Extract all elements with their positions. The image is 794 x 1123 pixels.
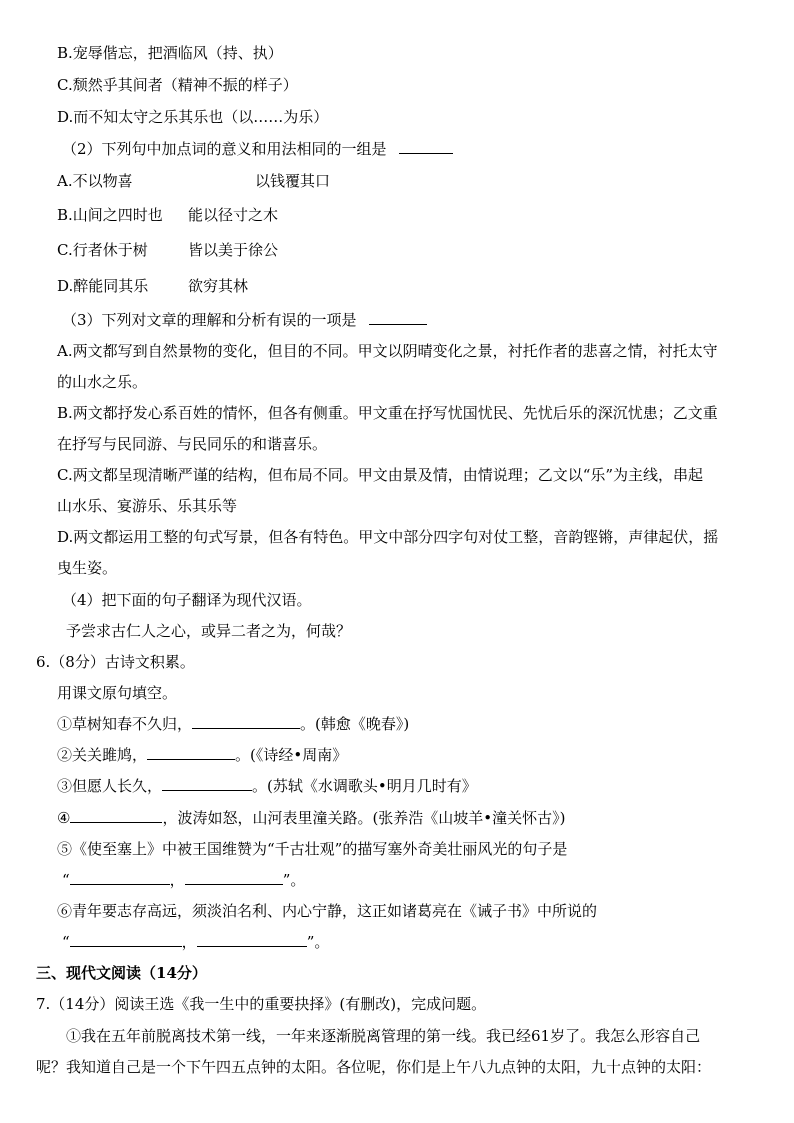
q6-item-6-blank-1[interactable] <box>70 932 182 947</box>
q7-paragraph-line-1: ①我在五年前脱离技术第一线，一年来逐渐脱离管理的第一线。我已经61岁了。我怎么形容自己 <box>66 1027 701 1045</box>
q6-item-6-line2 <box>62 932 329 952</box>
q5-2-option-b-right: 能以径寸之木 <box>188 206 279 224</box>
q5-2-answer-blank[interactable] <box>399 139 453 154</box>
q6-item-3-post: 。(苏轼《水调歌头•明月几时有》 <box>252 777 477 795</box>
q6-item-5-blank-1[interactable] <box>70 870 170 885</box>
q6-item-6-blank-2[interactable] <box>197 932 307 947</box>
q6-item-3 <box>57 776 477 796</box>
q5-3-line: 的山水之乐。 <box>57 373 148 391</box>
q5-4-stem: （4）把下面的句子翻译为现代汉语。 <box>62 591 312 609</box>
section-3-heading: 三、现代文阅读（14分） <box>36 964 207 982</box>
q6-item-6-close: ”。 <box>306 933 330 951</box>
q5-4-sentence: 予尝求古仁人之心，或异二者之为，何哉？ <box>66 622 352 640</box>
q6-title: 6.（8分）古诗文积累。 <box>36 653 195 671</box>
q5-2-option-a-right: 以钱覆其口 <box>255 172 331 190</box>
q5-3-line: C.两文都呈现清晰严谨的结构，但布局不同。甲文由景及情，由情说理；乙文以“乐”为主线，串起 <box>57 466 704 484</box>
q5-2-option-d-left: D.醉能同其乐 <box>57 277 149 295</box>
q5-2-option-b-left: B.山间之四时也 <box>57 206 163 224</box>
q6-item-4-post: ，波涛如怒，山河表里潼关路。(张养浩《山坡羊•潼关怀古》) <box>162 809 566 827</box>
q6-item-1 <box>57 714 409 734</box>
q6-item-5-line1: ⑤《使至塞上》中被王国维赞为“千古壮观”的描写塞外奇美壮丽风光的句子是 <box>57 840 568 858</box>
q6-item-2-pre: ②关关雎鸠， <box>57 746 148 764</box>
q5-option-b: B.宠辱偕忘，把酒临风（持、执） <box>57 44 283 62</box>
q6-item-2 <box>57 745 347 765</box>
q5-2-stem <box>62 139 453 159</box>
q6-item-5-open: “ <box>62 871 70 889</box>
q5-3-line: D.两文都运用工整的句式写景，但各有特色。甲文中部分四字句对仗工整，音韵铿锵，声律起伏，摇 <box>57 528 719 546</box>
q5-3-stem <box>62 310 427 330</box>
q5-option-c: C.颓然乎其间者（精神不振的样子） <box>57 76 298 94</box>
q5-2-option-c-right: 皆以美于徐公 <box>188 241 279 259</box>
q6-item-1-blank[interactable] <box>192 714 300 729</box>
q6-item-5-comma: ， <box>169 871 185 889</box>
q5-2-option-d-right: 欲穷其林 <box>188 277 249 295</box>
q6-intro: 用课文原句填空。 <box>57 684 178 702</box>
q6-item-4-blank[interactable] <box>70 808 162 823</box>
q7-title: 7.（14分）阅读王选《我一生中的重要抉择》(有删改)，完成问题。 <box>36 995 487 1013</box>
q5-2-stem-text: （2）下列句中加点词的意义和用法相同的一组是 <box>62 140 387 158</box>
q5-2-option-c-left: C.行者休于树 <box>57 241 148 259</box>
q5-option-d: D.而不知太守之乐其乐也（以……为乐） <box>57 108 329 126</box>
q6-item-5-line2 <box>62 870 305 890</box>
q6-item-3-pre: ③但愿人长久， <box>57 777 163 795</box>
q7-paragraph-line-2: 呢？我知道自己是一个下午四五点钟的太阳。各位呢，你们是上午八九点钟的太阳，九十点钟的太阳： <box>36 1058 712 1076</box>
q6-item-1-pre: ①草树知春不久归， <box>57 715 193 733</box>
q5-3-answer-blank[interactable] <box>369 310 427 325</box>
q6-item-4 <box>57 808 566 828</box>
q6-item-6-comma: ， <box>181 933 197 951</box>
q6-item-4-pre: ④ <box>57 809 71 827</box>
q5-3-line: 在抒写与民同游、与民同乐的和谐喜乐。 <box>57 435 328 453</box>
q5-3-line: A.两文都写到自然景物的变化，但目的不同。甲文以阴晴变化之景，衬托作者的悲喜之情，衬托太守 <box>57 342 718 360</box>
q5-3-line: B.两文都抒发心系百姓的情怀，但各有侧重。甲文重在抒写忧国忧民、先忧后乐的深沉忧患；乙文重 <box>57 404 718 422</box>
q6-item-2-post: 。(《诗经•周南》 <box>235 746 348 764</box>
q6-item-6-open: “ <box>62 933 70 951</box>
q6-item-2-blank[interactable] <box>147 745 235 760</box>
q6-item-6-line1: ⑥青年要志存高远，须淡泊名利、内心宁静，这正如诸葛亮在《诫子书》中所说的 <box>57 902 598 920</box>
q6-item-5-close: ”。 <box>282 871 306 889</box>
q6-item-5-blank-2[interactable] <box>185 870 283 885</box>
q5-3-line: 山水乐、宴游乐、乐其乐等 <box>57 497 238 515</box>
q5-2-option-a-left: A.不以物喜 <box>57 172 133 190</box>
q6-item-3-blank[interactable] <box>162 776 252 791</box>
q5-3-stem-text: （3）下列对文章的理解和分析有误的一项是 <box>62 311 357 329</box>
q6-item-1-post: 。(韩愈《晚春》) <box>300 715 410 733</box>
q5-3-line: 曳生姿。 <box>57 559 118 577</box>
